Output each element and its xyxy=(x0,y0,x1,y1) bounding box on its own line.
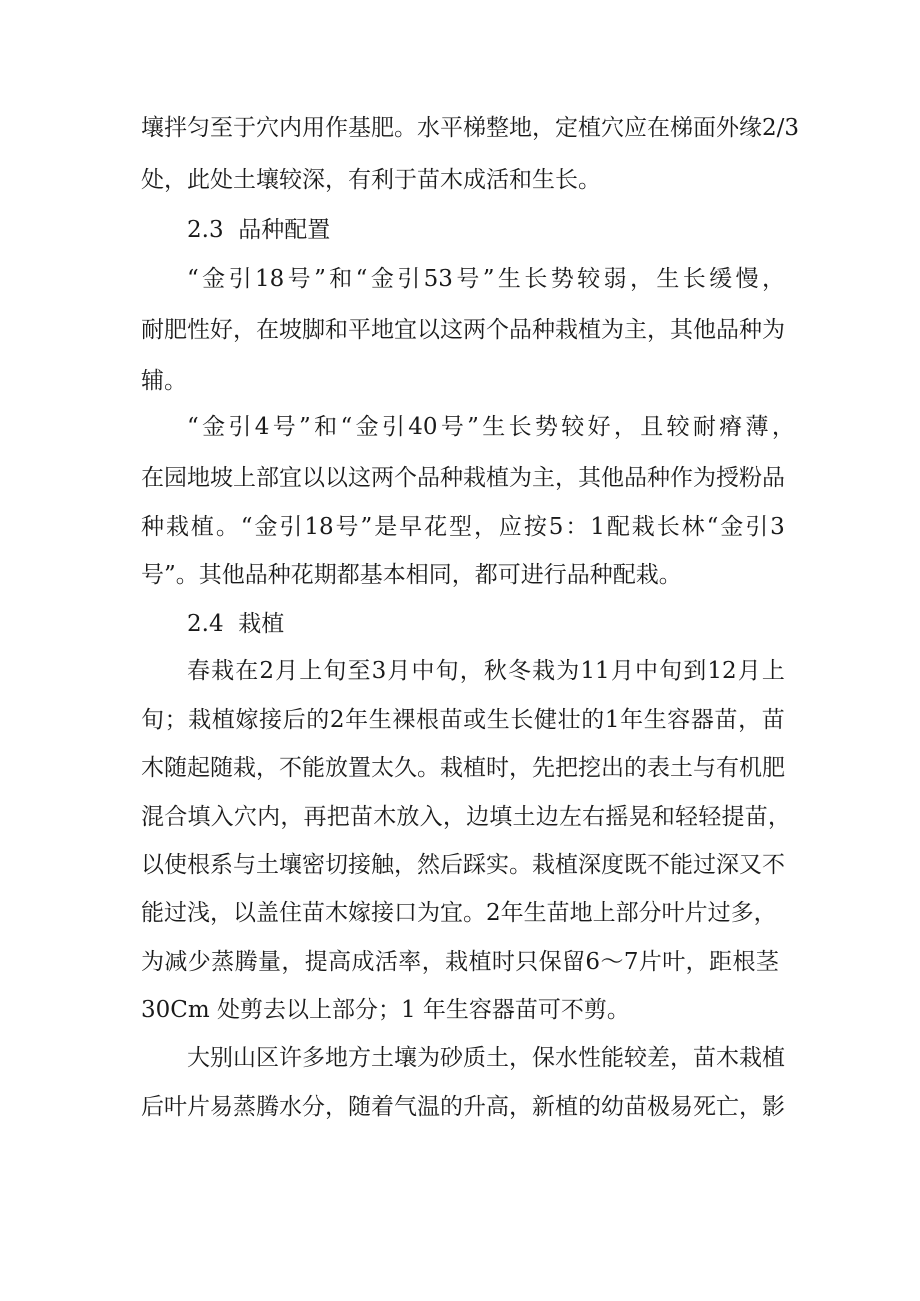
paragraph-1-line-1: 壤 拌 匀 至 于 穴 内 用 作 基 肥 。 水 平 梯 整 地 ， 定 植 穴 应 在 梯 面 外 缘 2/3 xyxy=(141,115,800,141)
paragraph-1-line-2: 处，此处土壤较深，有利于苗木成活和生长。 xyxy=(141,167,601,193)
paragraph-3-line-3: 种 栽 植 。 “ 金 引 18 号 ” 是 早 花 型 ， 应 按 5 ： 1 配 栽 长 林 “ 金 引 3 xyxy=(141,514,785,540)
paragraph-3-line-2: 在 园 地 坡 上 部 宜 以 以 这 两 个 品 种 栽 植 为 主 ， 其 他 品 种 作 为 授 粉 品 xyxy=(141,465,785,491)
paragraph-4-line-7: 为 减 少 蒸 腾 量 ， 提 高 成 活 率 ， 栽 植 时 只 保 留 6 ～ 7 片 叶 ， 距 根 茎 xyxy=(141,949,779,975)
paragraph-2-line-3: 辅。 xyxy=(141,368,187,394)
paragraph-4-line-4: 混 合 填 入 穴 内 ， 再 把 苗 木 放 入 ， 边 填 土 边 左 右 摇 晃 和 轻 轻 提 苗 ， xyxy=(141,804,791,830)
paragraph-5-line-1: 大 别 山 区 许 多 地 方 土 壤 为 砂 质 土 ， 保 水 性 能 较 差 ， 苗 木 栽 植 xyxy=(187,1045,785,1071)
section-heading-2-4: 2.4 栽植 xyxy=(187,611,285,637)
paragraph-3-line-4: 号”。其他品种花期都基本相同，都可进行品种配栽。 xyxy=(141,562,682,588)
paragraph-2-line-2: 耐 肥 性 好 ， 在 坡 脚 和 平 地 宜 以 这 两 个 品 种 栽 植 为 主 ， 其 他 品 种 为 xyxy=(141,317,785,343)
paragraph-4-line-2: 旬 ； 栽 植 嫁 接 后 的 2 年 生 裸 根 苗 或 生 长 健 壮 的 1 年 生 容 器 苗 ， 苗 xyxy=(141,707,785,733)
paragraph-4-line-8: 30Cm 处剪去以上部分；1 年生容器苗可不剪。 xyxy=(141,997,630,1023)
paragraph-3-line-1: “ 金 引 4 号 ” 和 “ 金 引 40 号 ” 生 长 势 较 好 ， 且 较 耐 瘠 薄 ， xyxy=(187,414,795,440)
paragraph-5-line-2: 后 叶 片 易 蒸 腾 水 分 ， 随 着 气 温 的 升 高 ， 新 植 的 幼 苗 极 易 死 亡 ， 影 xyxy=(141,1094,785,1120)
paragraph-4-line-3: 木 随 起 随 栽 ， 不 能 放 置 太 久 。 栽 植 时 ， 先 把 挖 出 的 表 土 与 有 机 肥 xyxy=(141,755,785,781)
paragraph-4-line-1: 春 栽 在 2 月 上 旬 至 3 月 中 旬 ， 秋 冬 栽 为 11 月 中 旬 到 12 月 上 xyxy=(187,658,785,684)
paragraph-4-line-5: 以 使 根 系 与 土 壤 密 切 接 触 ， 然 后 踩 实 。 栽 植 深 度 既 不 能 过 深 又 不 xyxy=(141,852,785,878)
paragraph-4-line-6: 能 过 浅 ， 以 盖 住 苗 木 嫁 接 口 为 宜 。 2 年 生 苗 地 上 部 分 叶 片 过 多 ， xyxy=(141,900,777,926)
section-heading-2-3: 2.3 品种配置 xyxy=(187,217,331,243)
paragraph-2-line-1: “ 金 引 18 号 ” 和 “ 金 引 53 号 ” 生 长 势 较 弱 ， 生 长 缓 慢 ， xyxy=(187,266,785,292)
